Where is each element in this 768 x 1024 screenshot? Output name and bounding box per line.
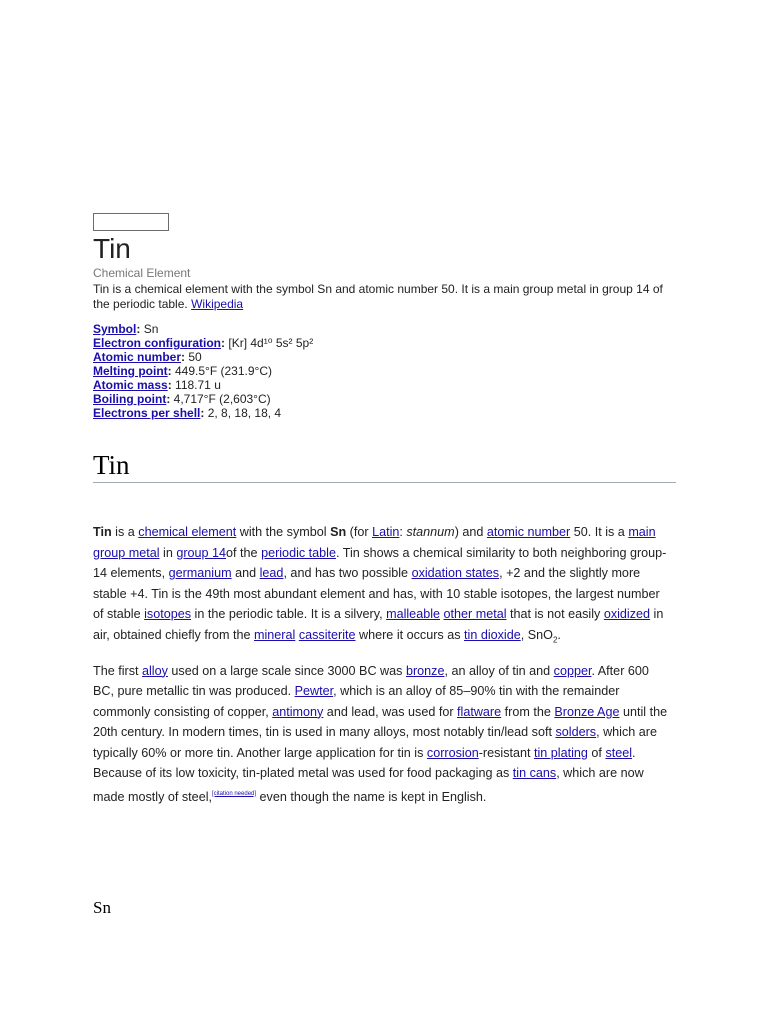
fact-label-atomic-number[interactable]: Atomic number	[93, 350, 182, 364]
text-segment: 50. It is a	[570, 525, 629, 539]
fact-value-electrons-per-shell: 2, 8, 18, 18, 4	[207, 406, 282, 420]
link-germanium[interactable]: germanium	[168, 566, 232, 580]
link-copper[interactable]: copper	[553, 663, 592, 678]
text-segment: .	[557, 627, 561, 642]
text-segment: . Tin shows a chemical similarity to both neighboring group-14 elements,	[93, 545, 667, 580]
fact-value-electron-configuration: [Kr] 4d¹⁰ 5s² 5p²	[228, 336, 314, 350]
text-segment: used on a large scale since 3000 BC was	[167, 663, 406, 678]
text-segment: , which are now made mostly of steel,	[93, 766, 644, 804]
fact-row-melting-point: Melting point: 449.5°F (231.9°C)	[93, 364, 272, 378]
text-segment: until the 20th century. In modern times, tin is used in many alloys, most notably tin/lead soft	[93, 704, 668, 740]
text-segment: , which are typically 60% or more tin. Another large application for tin is	[93, 725, 657, 760]
text-segment: Tin	[93, 525, 112, 539]
link-latin[interactable]: Latin	[372, 525, 400, 539]
facts-list	[93, 322, 678, 420]
text-segment: -resistant	[478, 745, 534, 760]
link-cassiterite[interactable]: cassiterite	[298, 627, 356, 642]
text-segment: is a	[111, 525, 139, 539]
link-flatware[interactable]: flatware	[457, 704, 502, 719]
text-segment: . Because of its low toxicity, tin-plated metal was used for food packaging as	[93, 745, 636, 781]
text-segment: with the symbol	[236, 525, 331, 539]
image-placeholder[interactable]	[93, 213, 169, 231]
text-segment: , and has two possible	[283, 566, 412, 580]
fact-value-melting-point: 449.5°F (231.9°C)	[175, 364, 272, 378]
fact-value-symbol: Sn	[143, 322, 159, 336]
text-segment: and lead, was used for	[323, 704, 458, 719]
text-segment: and	[231, 566, 260, 580]
article-title: Tin	[93, 448, 676, 483]
text-segment: , an alloy of tin and	[444, 663, 554, 678]
subscript-2: 2	[552, 635, 558, 645]
panel-title: Tin	[93, 233, 131, 264]
text-segment: that is not easily	[506, 607, 604, 621]
text-segment: in air, obtained chiefly from the	[93, 607, 664, 642]
text-segment: in	[159, 545, 177, 560]
text-segment: , which is an alloy of 85–90% tin with the remainder commonly consisting of copper,	[93, 684, 620, 719]
text-segment: . After 600 BC, pure metallic tin was produced.	[93, 663, 649, 699]
link-alloy[interactable]: alloy	[142, 663, 168, 678]
text-segment: from the	[501, 704, 555, 719]
link-main-group-metal[interactable]: main group metal	[93, 525, 656, 560]
link-steel[interactable]: steel	[605, 745, 633, 760]
text-segment: of the	[226, 545, 262, 560]
fact-row-electrons-per-shell: Electrons per shell: 2, 8, 18, 18, 4	[93, 406, 282, 420]
link-oxidation-states[interactable]: oxidation states	[411, 566, 500, 580]
text-segment: Sn	[330, 525, 347, 539]
text-segment: in the periodic table. It is a silvery,	[191, 607, 387, 621]
link-atomic-number[interactable]: atomic number	[486, 525, 571, 539]
fact-row-symbol: Symbol: Sn	[93, 322, 159, 336]
fact-label-symbol[interactable]: Symbol	[93, 322, 137, 336]
text-segment: (for	[346, 525, 373, 539]
text-segment: stannum	[406, 525, 455, 539]
link-oxidized[interactable]: oxidized	[603, 607, 651, 621]
fact-value-atomic-number: 50	[188, 350, 202, 364]
fact-value-atomic-mass: 118.71 u	[175, 378, 221, 392]
fact-label-electron-configuration[interactable]: Electron configuration	[93, 336, 222, 350]
text-segment: The first	[93, 663, 142, 678]
wikipedia-source-link[interactable]: Wikipedia	[191, 297, 244, 311]
link-other-metal[interactable]: other metal	[443, 607, 507, 621]
infobox-symbol: Sn	[93, 898, 111, 917]
text-segment: ) and	[454, 525, 487, 539]
link-tin-plating[interactable]: tin plating	[534, 745, 588, 760]
link-bronze-age[interactable]: Bronze Age	[554, 704, 620, 719]
text-segment: of	[587, 745, 606, 760]
fact-row-atomic-mass: Atomic mass: 118.71 u	[93, 378, 221, 392]
text-segment: where it occurs as	[355, 627, 465, 642]
text-segment: , +2 and the slightly more stable +4. Tin is the 49th most abundant element and has, with 10 stable isotopes, the largest number of stable	[93, 566, 660, 621]
link-chemical-element[interactable]: chemical element	[138, 525, 237, 539]
link-isotopes[interactable]: isotopes	[144, 607, 192, 621]
fact-row-electron-configuration: Electron configuration: [Kr] 4d¹⁰ 5s² 5p²	[93, 336, 314, 350]
link-lead[interactable]: lead	[259, 566, 284, 580]
link-bronze[interactable]: bronze	[405, 663, 445, 678]
link-group-14[interactable]: group 14	[176, 545, 227, 560]
fact-label-electrons-per-shell[interactable]: Electrons per shell	[93, 406, 201, 420]
fact-row-boiling-point: Boiling point: 4,717°F (2,603°C)	[93, 392, 271, 406]
paragraph-history	[93, 661, 673, 808]
link-tin-cans[interactable]: tin cans	[512, 766, 557, 781]
panel-subtitle: Chemical Element	[93, 266, 191, 280]
panel-description-text: Tin is a chemical element with the symbol Sn and atomic number 50. It is a main group metal in group 14 of the periodic table.	[93, 282, 663, 311]
link-malleable[interactable]: malleable	[386, 607, 440, 621]
paragraph-intro	[93, 522, 673, 651]
text-segment: , SnO	[520, 627, 553, 642]
text-segment: :	[399, 525, 407, 539]
link-antimony[interactable]: antimony	[272, 704, 324, 719]
fact-label-boiling-point[interactable]: Boiling point	[93, 392, 167, 406]
panel-description	[93, 282, 678, 312]
citation-needed-link[interactable]: [citation needed]	[212, 790, 257, 797]
link-tin-dioxide[interactable]: tin dioxide	[464, 627, 521, 642]
fact-value-boiling-point: 4,717°F (2,603°C)	[173, 392, 271, 406]
link-corrosion[interactable]: corrosion	[426, 745, 479, 760]
link-periodic-table[interactable]: periodic table	[261, 545, 336, 560]
link-solders[interactable]: solders	[555, 725, 597, 740]
link-pewter[interactable]: Pewter	[294, 684, 334, 699]
text-segment: even though the name is kept in English.	[256, 789, 487, 804]
link-mineral[interactable]: mineral	[254, 627, 296, 642]
article-body	[93, 522, 673, 817]
fact-row-atomic-number: Atomic number: 50	[93, 350, 202, 364]
fact-label-melting-point[interactable]: Melting point	[93, 364, 168, 378]
fact-label-atomic-mass[interactable]: Atomic mass	[93, 378, 168, 392]
